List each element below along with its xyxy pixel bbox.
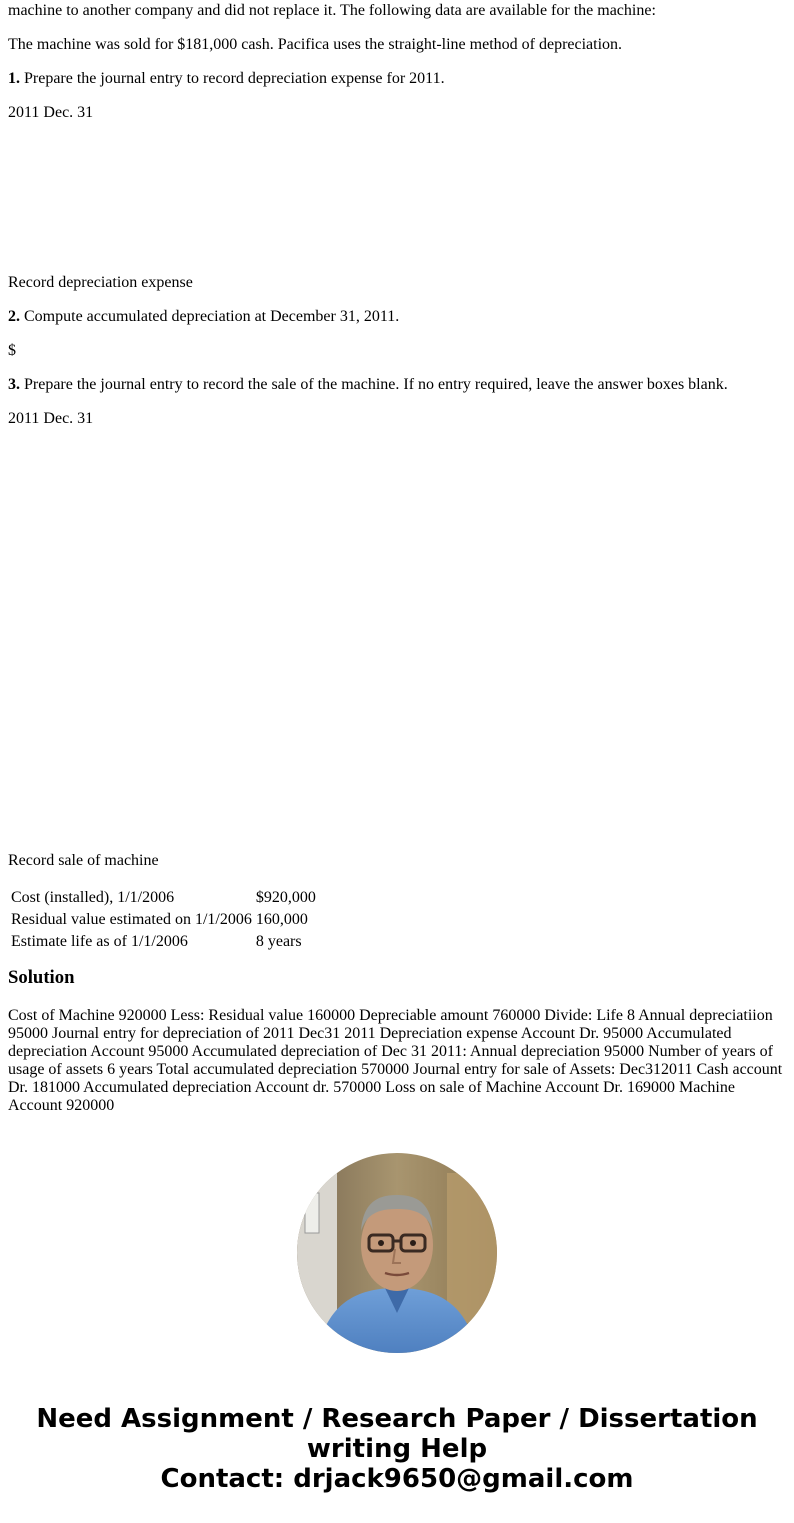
intro-paragraph: machine to another company and did not replace it. The following data are available for the machine: <box>8 2 656 19</box>
question-1-number: 1. <box>8 70 20 87</box>
question-2 <box>8 308 786 326</box>
table-cell-label: Estimate life as of 1/1/2006 <box>11 933 188 950</box>
table-row <box>10 910 317 930</box>
question-2-currency: $ <box>8 342 16 359</box>
question-3-caption: Record sale of machine <box>8 852 159 869</box>
question-3-text: Prepare the journal entry to record the sale of the machine. If no entry required, leave the answer boxes blank. <box>20 376 728 393</box>
author-portrait-image <box>297 1153 497 1353</box>
question-3-number: 3. <box>8 376 20 393</box>
question-1 <box>8 70 786 88</box>
table-row <box>10 888 317 908</box>
solution-text: Cost of Machine 920000 Less: Residual value 160000 Depreciable amount 760000 Divide: Life 8 Annual depreciatiion 95000 Journal entry for depreciation of 2011 Dec31 2011 Depreciation expense Account Dr. 95000 Accumulated depreciation Account 95000 Accumulated depreciation of Dec 31 2011: Annual depreciation 95000 Number of years of usage of assets 6 years Total accumulated depreciation 570000 Journal entry for sale of Assets: Dec312011 Cash account Dr. 181000 Accumulated depreciation Account dr. 570000 Loss on sale of Machine Account Dr. 169000 Machine Account 920000 <box>8 1007 783 1114</box>
promo-line-1: Need Assignment / Research Paper / Dissertation <box>36 1404 758 1434</box>
question-1-date: 2011 Dec. 31 <box>8 104 94 121</box>
sale-info-paragraph: The machine was sold for $181,000 cash. Pacifica uses the straight-line method of depreciation. <box>8 36 623 53</box>
promo-line-2: writing Help <box>306 1434 488 1464</box>
question-1-caption: Record depreciation expense <box>8 274 193 291</box>
table-cell-value: 8 years <box>255 933 302 950</box>
author-avatar <box>297 1153 497 1353</box>
question-2-number: 2. <box>8 308 20 325</box>
table-row <box>10 932 317 952</box>
table-cell-value: $920,000 <box>255 889 316 906</box>
table-cell-value: 160,000 <box>255 911 308 928</box>
question-2-text: Compute accumulated depreciation at December 31, 2011. <box>20 308 400 325</box>
promo-banner <box>0 1404 794 1494</box>
machine-data-table <box>8 886 319 954</box>
question-1-text: Prepare the journal entry to record depreciation expense for 2011. <box>20 70 445 87</box>
question-3-date: 2011 Dec. 31 <box>8 410 94 427</box>
table-cell-label: Residual value estimated on 1/1/2006 <box>11 911 252 928</box>
question-3 <box>8 376 786 394</box>
promo-contact-line[interactable]: Contact: drjack9650@gmail.com <box>160 1464 634 1494</box>
solution-heading: Solution <box>8 967 75 988</box>
table-cell-label: Cost (installed), 1/1/2006 <box>11 889 175 906</box>
